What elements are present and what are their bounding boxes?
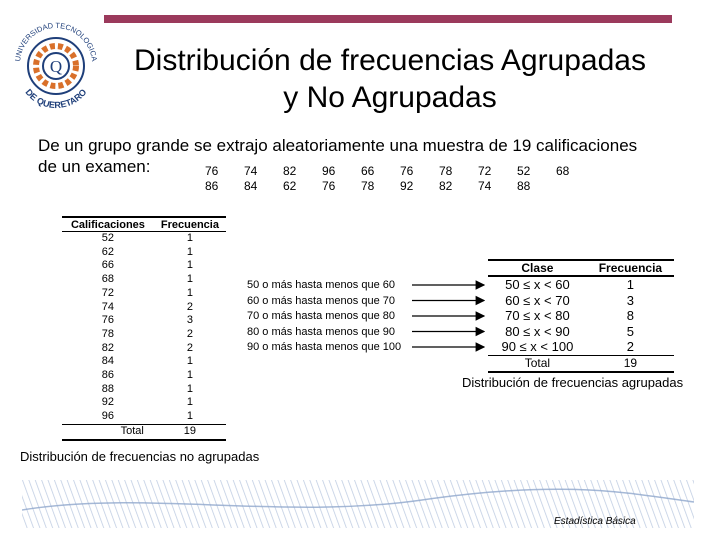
cell: 62 <box>101 245 115 258</box>
table-row <box>62 342 226 356</box>
column-header: Calificaciones <box>62 217 154 232</box>
table-row <box>488 276 674 293</box>
ungrouped-table-caption: Distribución de frecuencias no agrupadas <box>20 449 260 464</box>
sample-row-2 <box>205 179 595 194</box>
cell: 70 ≤ x < 80 <box>505 308 570 323</box>
table-row <box>488 308 674 324</box>
total-value: 19 <box>154 424 226 439</box>
cell: 52 <box>101 232 115 244</box>
cell: 90 ≤ x < 100 <box>501 339 574 354</box>
cell: 3 <box>186 314 193 327</box>
logo-arc-top: UNIVERSIDAD TECNOLOGICA <box>13 20 99 62</box>
grouped-table-caption: Distribución de frecuencias agrupadas <box>462 375 684 390</box>
table-row <box>62 314 226 328</box>
cell: 2 <box>186 327 193 340</box>
title-accent-bar <box>104 15 672 23</box>
cell: 66 <box>101 259 115 272</box>
cell: 84 <box>101 355 115 368</box>
cell: 92 <box>101 396 115 409</box>
sample-value: 74 <box>478 179 492 193</box>
table-row <box>62 369 226 383</box>
cell: 68 <box>101 273 115 286</box>
sample-value: 84 <box>244 179 258 193</box>
total-label: Total <box>488 355 587 372</box>
cell: 86 <box>101 369 115 382</box>
total-row <box>488 355 674 372</box>
table-row <box>62 396 226 410</box>
cell: 8 <box>626 308 635 323</box>
table-row <box>62 301 226 315</box>
table-row <box>62 273 226 287</box>
cell: 1 <box>186 382 193 395</box>
cell: 1 <box>186 286 193 299</box>
sample-row-1 <box>205 164 595 179</box>
cell: 1 <box>186 259 193 272</box>
sample-value: 82 <box>283 164 297 178</box>
table-row <box>488 324 674 340</box>
sample-value: 72 <box>478 164 492 178</box>
table-row <box>62 328 226 342</box>
cell: 5 <box>626 323 635 339</box>
title-line-1: Distribución de frecuencias Agrupadas <box>134 44 646 77</box>
total-value: 19 <box>587 355 674 372</box>
intro-line-1: De un grupo grande se extrajo aleatoriamente una muestra de 19 calificaciones <box>38 136 638 155</box>
cell: 1 <box>626 277 635 292</box>
sample-value: 88 <box>517 179 531 193</box>
range-item: 70 o más hasta menos que 80 <box>247 310 395 322</box>
title-line-2: y No Agrupadas <box>283 81 497 114</box>
sample-value: 52 <box>517 164 531 178</box>
table-header-row <box>488 260 674 276</box>
sample-value: 62 <box>283 179 297 193</box>
page-title <box>110 42 670 116</box>
column-header: Frecuencia <box>154 217 226 232</box>
cell: 72 <box>101 286 115 299</box>
cell: 1 <box>186 232 193 244</box>
cell: 1 <box>186 245 193 258</box>
university-logo <box>8 8 104 114</box>
table-row <box>488 293 674 309</box>
mapping-arrows <box>410 278 490 358</box>
table-header-row <box>62 217 226 232</box>
grouped-frequency-table <box>488 259 674 373</box>
cell: 2 <box>186 341 193 354</box>
cell: 82 <box>101 341 115 354</box>
sample-value: 68 <box>556 164 570 178</box>
table-row <box>62 355 226 369</box>
cell: 1 <box>186 273 193 286</box>
class-range-list <box>247 278 401 356</box>
cell: 80 ≤ x < 90 <box>505 323 570 339</box>
sample-value: 82 <box>439 179 453 193</box>
cell: 88 <box>101 382 115 395</box>
total-row <box>62 424 226 439</box>
cell: 2 <box>626 339 635 354</box>
cell: 1 <box>186 410 193 423</box>
logo-arc-bottom: DE QUERETARO <box>23 87 89 111</box>
cell: 1 <box>186 369 193 382</box>
table-row <box>62 410 226 424</box>
sample-values <box>205 164 595 194</box>
table-row <box>488 339 674 355</box>
sample-value: 76 <box>400 164 414 178</box>
sample-value: 74 <box>244 164 258 178</box>
table-row <box>62 259 226 273</box>
cell: 76 <box>101 314 115 327</box>
sample-value: 78 <box>439 164 453 178</box>
intro-line-2: de un examen: <box>38 157 151 176</box>
cell: 3 <box>626 292 635 308</box>
logo-letter: Q <box>49 57 63 76</box>
column-header: Clase <box>488 260 587 276</box>
sample-value: 96 <box>322 164 336 178</box>
cell: 1 <box>186 396 193 409</box>
footer-course-label: Estadística Básica <box>554 516 636 527</box>
cell: 60 ≤ x < 70 <box>505 292 570 308</box>
table-row <box>62 287 226 301</box>
cell: 1 <box>186 355 193 368</box>
ungrouped-frequency-table <box>62 216 226 441</box>
table-row <box>62 232 226 246</box>
range-item: 50 o más hasta menos que 60 <box>247 279 395 291</box>
sample-value: 86 <box>205 179 219 193</box>
sample-value: 78 <box>361 179 375 193</box>
range-item: 80 o más hasta menos que 90 <box>247 325 395 338</box>
cell: 50 ≤ x < 60 <box>505 277 570 292</box>
sample-value: 76 <box>322 179 336 193</box>
cell: 74 <box>101 300 115 313</box>
range-item: 60 o más hasta menos que 70 <box>247 294 395 307</box>
range-item: 90 o más hasta menos que 100 <box>247 341 402 353</box>
column-header: Frecuencia <box>587 260 674 276</box>
sample-value: 66 <box>361 164 375 178</box>
sample-value: 92 <box>400 179 414 193</box>
table-row <box>62 246 226 260</box>
cell: 2 <box>186 300 193 313</box>
svg-text:DE QUERETARO <box>24 87 89 110</box>
sample-value: 76 <box>205 164 219 178</box>
table-row <box>62 383 226 397</box>
total-label: Total <box>62 424 154 439</box>
cell: 96 <box>101 410 115 423</box>
cell: 78 <box>101 327 115 340</box>
